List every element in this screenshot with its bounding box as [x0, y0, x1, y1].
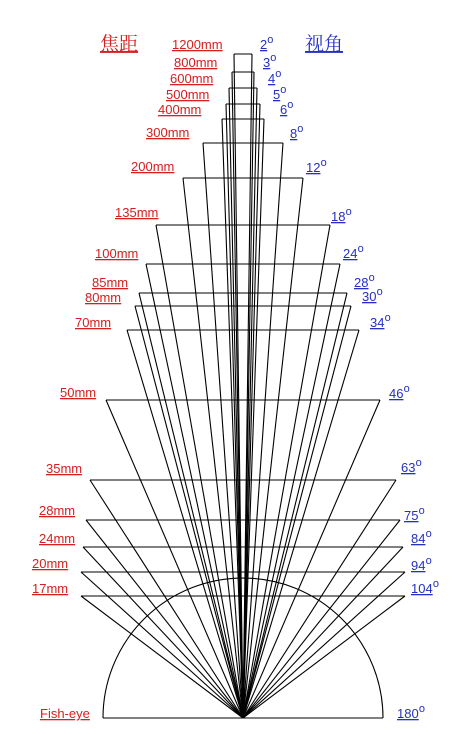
degree-symbol: o — [267, 34, 274, 46]
degree-symbol: o — [270, 52, 277, 64]
focal-length-label: 500mm — [166, 87, 210, 102]
degree-symbol: o — [275, 68, 282, 80]
angle-value-label: 2 — [260, 37, 268, 52]
focal-length-label: 800mm — [174, 55, 218, 70]
angle-ray-left — [106, 400, 243, 718]
focal-length-label: 135mm — [115, 205, 159, 220]
angle-ray-right — [243, 264, 340, 718]
focal-length-label: 80mm — [85, 290, 122, 305]
angle-value-label: 84 — [411, 531, 426, 546]
focal-length-label: 1200mm — [172, 37, 223, 52]
angle-ray-left — [83, 547, 243, 718]
degree-symbol: o — [345, 206, 352, 218]
focal-length-label: 28mm — [39, 503, 76, 518]
angle-ray-right — [243, 293, 347, 718]
angle-value-label: 28 — [354, 275, 369, 290]
degree-symbol: o — [280, 84, 287, 96]
angle-value-label: 34 — [370, 315, 385, 330]
angle-value-label: 30 — [362, 289, 377, 304]
focal-length-label: 20mm — [32, 556, 69, 571]
angle-value-label: 75 — [404, 508, 419, 523]
angle-ray-left — [86, 520, 243, 718]
angle-value-label: 94 — [411, 558, 426, 573]
focal-length-label: 600mm — [170, 71, 214, 86]
angle-ray-left — [146, 264, 243, 718]
angle-ray-right — [243, 572, 405, 718]
field-of-view-header: 视角 — [305, 33, 344, 55]
angle-ray-right — [243, 547, 403, 718]
angle-ray-left — [135, 306, 243, 718]
angle-ray-right — [243, 306, 351, 718]
degree-symbol: o — [425, 528, 432, 540]
focal-length-label: 17mm — [32, 581, 69, 596]
degree-symbol: o — [418, 703, 426, 715]
focal-length-label: 400mm — [158, 102, 202, 117]
degree-symbol: o — [297, 123, 304, 135]
degree-symbol: o — [425, 555, 432, 567]
degree-symbol: o — [368, 272, 375, 284]
degree-symbol: o — [320, 157, 327, 169]
degree-symbol: o — [432, 578, 440, 590]
angle-ray-right — [243, 520, 400, 718]
angle-ray-left — [81, 572, 243, 718]
degree-symbol: o — [403, 383, 410, 395]
angle-shapes — [81, 54, 405, 718]
angle-value-label: 24 — [343, 246, 358, 261]
angle-value-label: 12 — [306, 160, 321, 175]
focal-length-label: 300mm — [146, 125, 190, 140]
degree-symbol: o — [384, 312, 391, 324]
angle-value-label: 6 — [280, 102, 288, 117]
degree-symbol: o — [357, 243, 364, 255]
focal-length-label: 35mm — [46, 461, 83, 476]
angle-ray-left — [139, 293, 243, 718]
angle-value-label: 18 — [331, 209, 346, 224]
angle-value-label: 5 — [273, 87, 281, 102]
focal-length-header: 焦距 — [100, 33, 139, 55]
angle-value-label: 3 — [263, 55, 271, 70]
angle-ray-right — [243, 596, 405, 718]
angle-value-label: 104 — [411, 581, 433, 596]
angle-ray-right — [243, 400, 380, 718]
focal-length-label: 200mm — [131, 159, 175, 174]
angle-ray-left — [81, 596, 243, 718]
focal-length-label: Fish-eye — [40, 706, 90, 721]
angle-value-label: 180 — [397, 706, 419, 721]
degree-symbol: o — [415, 457, 422, 469]
angle-value-label: 8 — [290, 126, 298, 141]
degree-symbol: o — [418, 505, 425, 517]
degree-symbol: o — [287, 99, 294, 111]
angle-value-label: 63 — [401, 460, 416, 475]
focal-length-label: 85mm — [92, 275, 129, 290]
focal-length-label: 100mm — [95, 246, 139, 261]
angle-value-label: 4 — [268, 71, 276, 86]
degree-symbol: o — [376, 286, 383, 298]
focal-length-label: 50mm — [60, 385, 97, 400]
angle-value-label: 46 — [389, 386, 404, 401]
focal-length-label: 70mm — [75, 315, 112, 330]
focal-length-label: 24mm — [39, 531, 76, 546]
